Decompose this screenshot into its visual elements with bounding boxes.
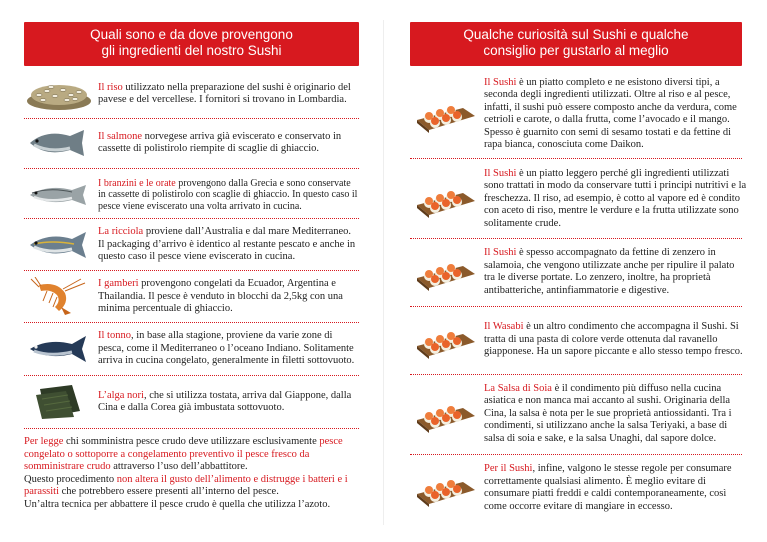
tip-item-6 — [410, 460, 750, 516]
legal-highlight: non altera il gusto dell’alimento e distrugge i batteri e i parassiti — [24, 473, 348, 497]
ingredient-description: provengono dalla Grecia e sono conservate in cassette di polistirolo con scaglie di ghiaccio. In questo caso il pesce viene eviscerato una volta arrivato in cucina. — [98, 177, 358, 212]
ingredient-description: provengono congelati da Ecuador, Argentina e Thailandia. Il pesce è venduto in blocchi da 2,5kg con una minima percentuale di ghiaccio. — [98, 278, 343, 315]
tip-text — [484, 247, 748, 297]
ingredient-text — [98, 278, 360, 316]
ingredient-description: , in base alla stagione, proviene da varie zone di pesca, come il Mediterraneo o l’oceano Indiano. Solitamente arriva in cucina congelato, generalmente in filetti sottovuoto. — [98, 330, 355, 367]
ingredient-name: Il salmone — [98, 130, 143, 142]
separator — [410, 306, 742, 307]
left-section-title — [24, 22, 359, 66]
tip-item-4 — [410, 312, 750, 368]
legal-highlight: pesce congelato o sottoporre a congelamento preventivo il pesce fresco da somministrare crudo — [24, 436, 343, 472]
ingredient-name: I gamberi — [98, 278, 139, 290]
tip-title: Il Wasabi — [484, 321, 524, 333]
separator — [410, 454, 742, 455]
tip-title: Il Sushi — [484, 247, 517, 258]
shrimp-icon — [24, 277, 94, 317]
legal-paragraph-3: Un’altra tecnica per abbattere il pesce crudo è quella che utilizza l’azoto. — [24, 498, 331, 510]
ingredient-description: norvegese arriva già eviscerato e conservato in cassette di polistirolo riempite di scaglie di ghiaccio. — [98, 130, 342, 154]
ingredient-name: I branzini e le orate — [98, 177, 176, 189]
seaweed-icon — [24, 383, 94, 421]
ingredient-description: proviene dall’Australia e dal mare Mediterraneo. Il packaging d’arrivo è identico al restante pescato e anche in questo caso il pesce viene eviscerato in cucina. — [98, 226, 356, 263]
sea-bass-icon — [24, 181, 94, 209]
separator — [410, 238, 742, 239]
tip-text — [484, 321, 748, 359]
separator — [410, 158, 742, 159]
tip-description: è il condimento più diffuso nella cucina asiatica e non manca mai accanto al sushi. Originaria della Cina, la salsa è nota per le sue proprietà antiossidanti. Tra i condimenti, si utilizzano anche la salsa Teriyaki, a base di salsa di soia e sake, e la salsa Unaghi, dal sapore dolce. — [484, 382, 732, 444]
legal-paragraph-1 — [24, 436, 364, 474]
tip-title: Il Sushi — [484, 76, 517, 88]
ingredient-name: Il tonno — [98, 330, 131, 342]
ingredient-item-salmon — [24, 122, 364, 164]
ingredient-description: , che si utilizza tostata, arriva dal Giappone, dalla Cina e dalla Corea già imbustata sottovuoto. — [98, 389, 352, 413]
legal-text: Questo procedimento — [24, 473, 117, 485]
tip-text — [484, 77, 748, 152]
right-title-line-2: consiglio per gustarlo al meglio — [483, 43, 669, 58]
right-section-title — [410, 22, 742, 66]
sushi-platter-icon — [410, 252, 480, 292]
sushi-platter-icon — [410, 320, 480, 360]
tuna-icon — [24, 334, 94, 364]
ingredient-item-sea-bass — [24, 172, 364, 218]
tip-description: è un piatto leggero perché gli ingredienti utilizzati sono trattati in modo da conservare tutti i principi nutritivi e la freschezza. Il riso, ad esempio, è cotto al vapore ed è condito con aceto di riso, mentre le verdure e la frutta utilizzate sono solitamente crude. — [484, 167, 747, 229]
ingredient-name: Il riso — [98, 81, 123, 93]
tip-item-5 — [410, 380, 750, 448]
ingredient-item-amberjack — [24, 222, 364, 268]
tip-description: è spesso accompagnato da fettine di zenzero in salamoia, che vengono utilizzate anche per ripulire il palato tra le diverse portate. Lo zenzero, inoltre, ha proprietà antibatteriche, antinfiammatorie e digestive. — [484, 247, 735, 296]
sushi-platter-icon — [410, 394, 480, 434]
tip-item-2 — [410, 166, 750, 232]
separator — [24, 375, 359, 376]
legal-text: che potrebbero essere presenti all’interno del pesce. — [59, 486, 279, 497]
tip-title: Il Sushi — [484, 167, 517, 179]
ingredient-description: utilizzato nella preparazione del sushi è originario del pavese e del vercellese. I fornitori si trovano in Lombardia. — [98, 81, 351, 105]
sushi-platter-icon — [410, 179, 480, 219]
separator — [24, 322, 359, 323]
ingredient-text — [98, 390, 360, 415]
legal-paragraph-2 — [24, 474, 364, 499]
tip-title: La Salsa di Soia — [484, 382, 552, 394]
separator — [24, 218, 359, 219]
separator — [24, 118, 359, 119]
salmon-icon — [24, 126, 94, 160]
separator — [24, 428, 359, 429]
tip-text — [484, 383, 748, 446]
tip-item-1 — [410, 72, 750, 156]
ingredient-text — [98, 226, 360, 264]
tip-title: Per il Sushi — [484, 463, 533, 474]
sushi-platter-icon — [410, 468, 480, 508]
ingredient-name: L’alga nori — [98, 389, 144, 401]
tip-item-3 — [410, 244, 750, 300]
tip-description: è un piatto completo e ne esistono diversi tipi, a seconda degli ingredienti utilizzati. Oltre al riso e al pesce, infatti, il sushi può essere composto anche da verdura, come cetrioli e carote, o dalla frutta, come l’avocado e il mango. Spesso è guarnito con semi di sesamo tostati e da fettine di rapa bianca, conosciuta come Daikon. — [484, 76, 737, 150]
separator — [410, 374, 742, 375]
tip-text — [484, 168, 748, 231]
ingredient-item-shrimp — [24, 274, 364, 320]
column-divider — [383, 20, 384, 525]
rice-icon — [24, 77, 94, 111]
ingredient-item-tuna — [24, 326, 364, 372]
ingredient-name: La ricciola — [98, 226, 144, 238]
left-title-line-2: gli ingredienti del nostro Sushi — [101, 43, 282, 58]
ingredient-text — [98, 131, 360, 156]
ingredient-text — [98, 330, 360, 368]
tip-description: , infine, valgono le stesse regole per consumare correttamente qualsiasi alimento. È meglio evitare di consumare piatti freddi e caldi contemporaneamente, così come occorre evitare di mangiare in eccesso. — [484, 463, 732, 512]
tip-description: è un altro condimento che accompagna il Sushi. Si tratta di una pasta di colore verde ottenuta dal ravanello giapponese. Ha un sapore piccante e allo stesso tempo fresco. — [484, 321, 743, 358]
legal-text: chi somministra pesce crudo deve utilizzare esclusivamente — [63, 436, 320, 447]
legal-notice — [24, 436, 364, 511]
ingredient-text — [98, 82, 360, 107]
legal-highlight: Per legge — [24, 436, 64, 447]
ingredient-item-seaweed — [24, 380, 364, 424]
ingredient-item-rice — [24, 72, 364, 116]
separator — [24, 270, 359, 271]
left-title-line-1: Quali sono e da dove provengono — [90, 27, 293, 42]
ingredient-text — [98, 178, 360, 213]
sushi-platter-icon — [410, 94, 480, 134]
tip-text — [484, 463, 748, 513]
separator — [24, 168, 359, 169]
amberjack-icon — [24, 230, 94, 260]
right-title-line-1: Qualche curiosità sul Sushi e qualche — [463, 27, 689, 42]
legal-text: attraverso l’uso dell’abbattitore. — [110, 461, 248, 472]
